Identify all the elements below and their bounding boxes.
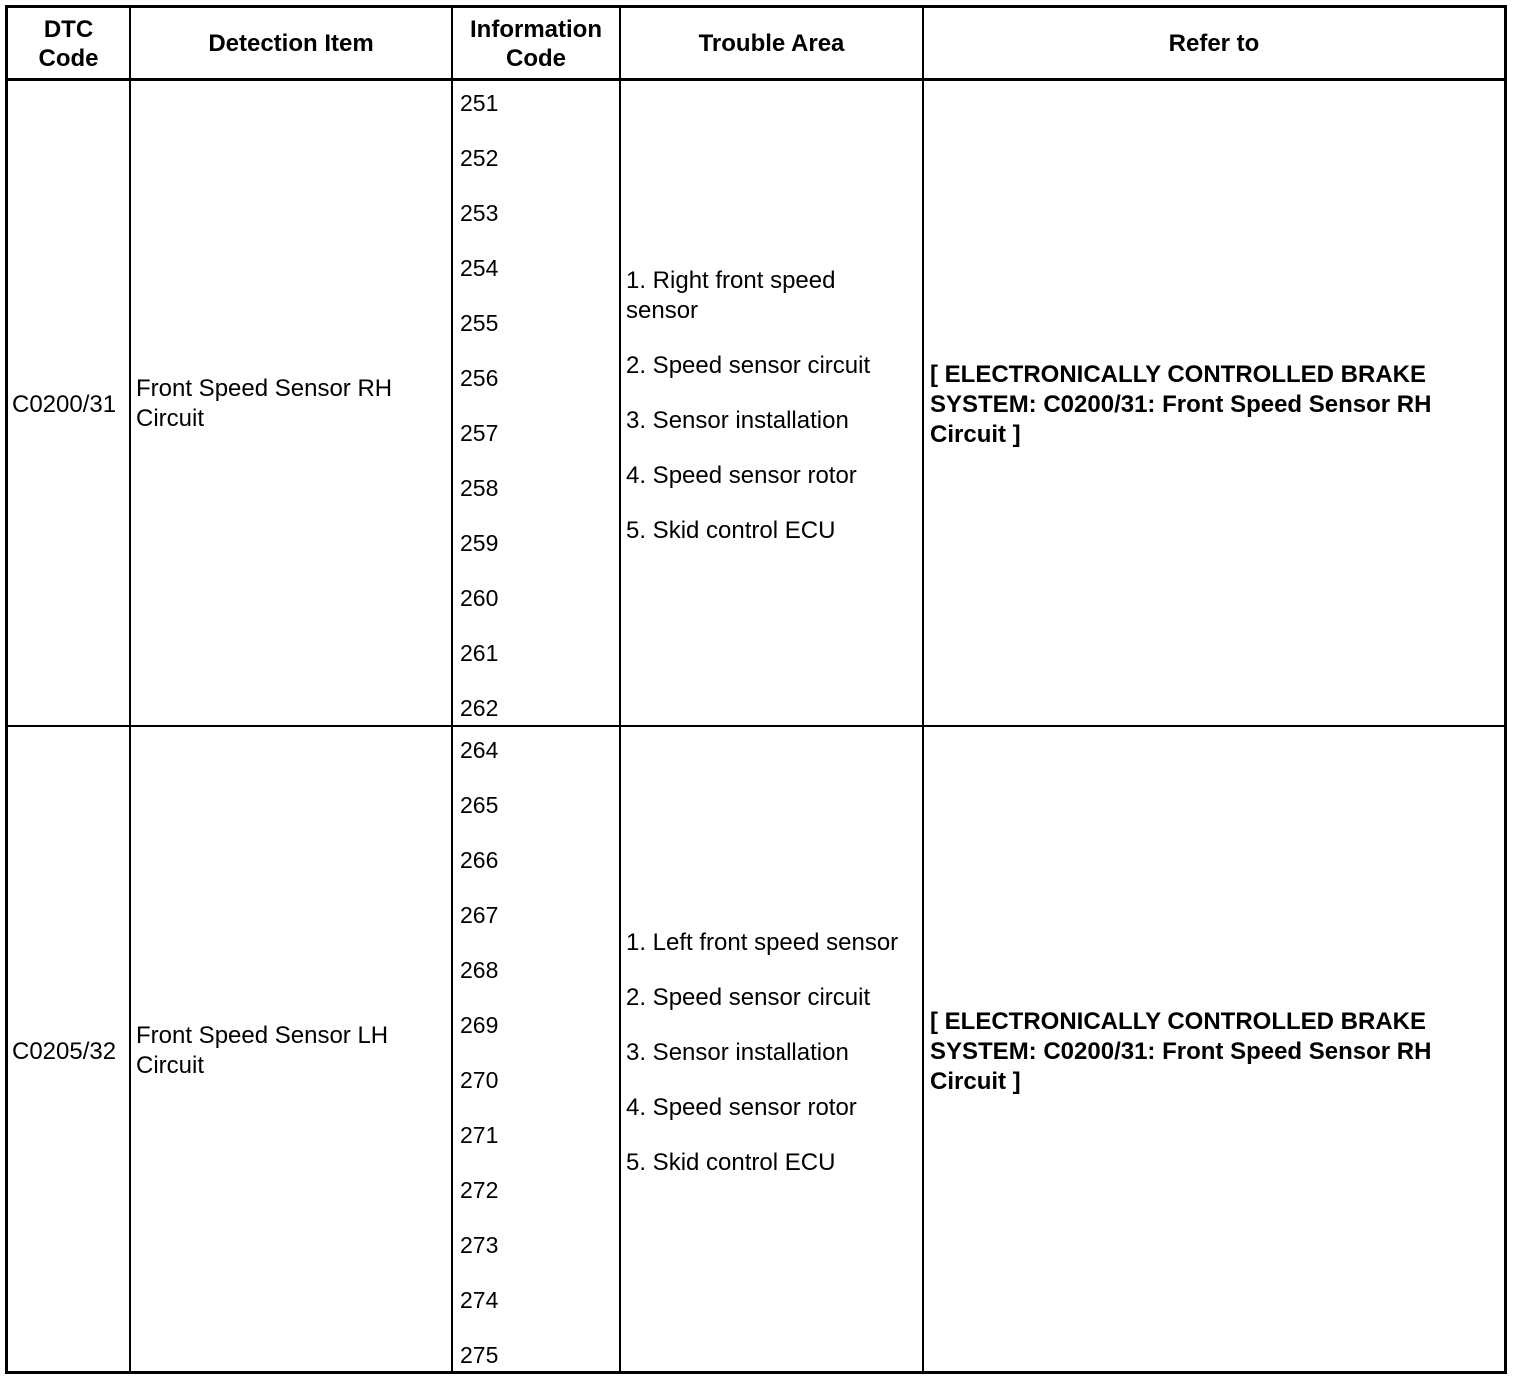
refer-to-cell: [ ELECTRONICALLY CONTROLLED BRAKE SYSTEM: C0200/31: Front Speed Sensor RH Circuit ] — [930, 1008, 1432, 1095]
trouble-area-item: 5. Skid control ECU — [626, 1149, 836, 1176]
information-code: 256 — [460, 365, 499, 391]
information-code: 266 — [460, 847, 499, 873]
dtc-code-cell: C0205/32 — [12, 1038, 117, 1065]
information-code: 275 — [460, 1342, 499, 1368]
row-divider — [8, 725, 1504, 727]
information-code: 262 — [460, 695, 499, 721]
header-information-code: Information Code — [470, 15, 602, 72]
trouble-area-item: 1. Right front speed sensor — [626, 267, 836, 324]
trouble-area-item: 4. Speed sensor rotor — [626, 462, 857, 489]
refer-to-cell: [ ELECTRONICALLY CONTROLLED BRAKE SYSTEM: C0200/31: Front Speed Sensor RH Circuit ] — [930, 361, 1432, 448]
information-code: 271 — [460, 1122, 499, 1148]
information-code: 257 — [460, 420, 499, 446]
information-code: 254 — [460, 255, 499, 281]
trouble-area-item: 2. Speed sensor circuit — [626, 352, 871, 379]
information-code: 252 — [460, 145, 499, 171]
information-code: 253 — [460, 200, 499, 226]
header-trouble-area: Trouble Area — [698, 30, 845, 57]
information-code: 267 — [460, 902, 499, 928]
trouble-area-item: 5. Skid control ECU — [626, 517, 836, 544]
information-code: 274 — [460, 1287, 499, 1313]
dtc-code-cell: C0200/31 — [12, 391, 117, 418]
trouble-area-item: 1. Left front speed sensor — [626, 929, 899, 956]
information-code: 270 — [460, 1067, 499, 1093]
information-code: 264 — [460, 737, 499, 763]
information-code: 251 — [460, 90, 499, 116]
detection-item-cell: Front Speed Sensor LH Circuit — [136, 1022, 389, 1079]
information-code: 255 — [460, 310, 499, 336]
detection-item-cell: Front Speed Sensor RH Circuit — [136, 375, 393, 432]
information-code: 273 — [460, 1232, 499, 1258]
information-code: 261 — [460, 640, 499, 666]
header-refer-to: Refer to — [1168, 30, 1260, 57]
trouble-area-item: 3. Sensor installation — [626, 407, 849, 434]
information-code: 259 — [460, 530, 499, 556]
header-dtc-code: DTC Code — [38, 15, 99, 72]
column-divider — [129, 8, 131, 1371]
information-code: 260 — [460, 585, 499, 611]
column-divider — [451, 8, 453, 1371]
information-code: 272 — [460, 1177, 499, 1203]
information-code: 268 — [460, 957, 499, 983]
information-code: 265 — [460, 792, 499, 818]
trouble-area-item: 4. Speed sensor rotor — [626, 1094, 857, 1121]
header-detection-item: Detection Item — [208, 30, 374, 57]
dtc-table — [5, 5, 1507, 1374]
information-code: 258 — [460, 475, 499, 501]
information-code: 269 — [460, 1012, 499, 1038]
trouble-area-item: 2. Speed sensor circuit — [626, 984, 871, 1011]
column-divider — [922, 8, 924, 1371]
column-divider — [619, 8, 621, 1371]
trouble-area-item: 3. Sensor installation — [626, 1039, 849, 1066]
